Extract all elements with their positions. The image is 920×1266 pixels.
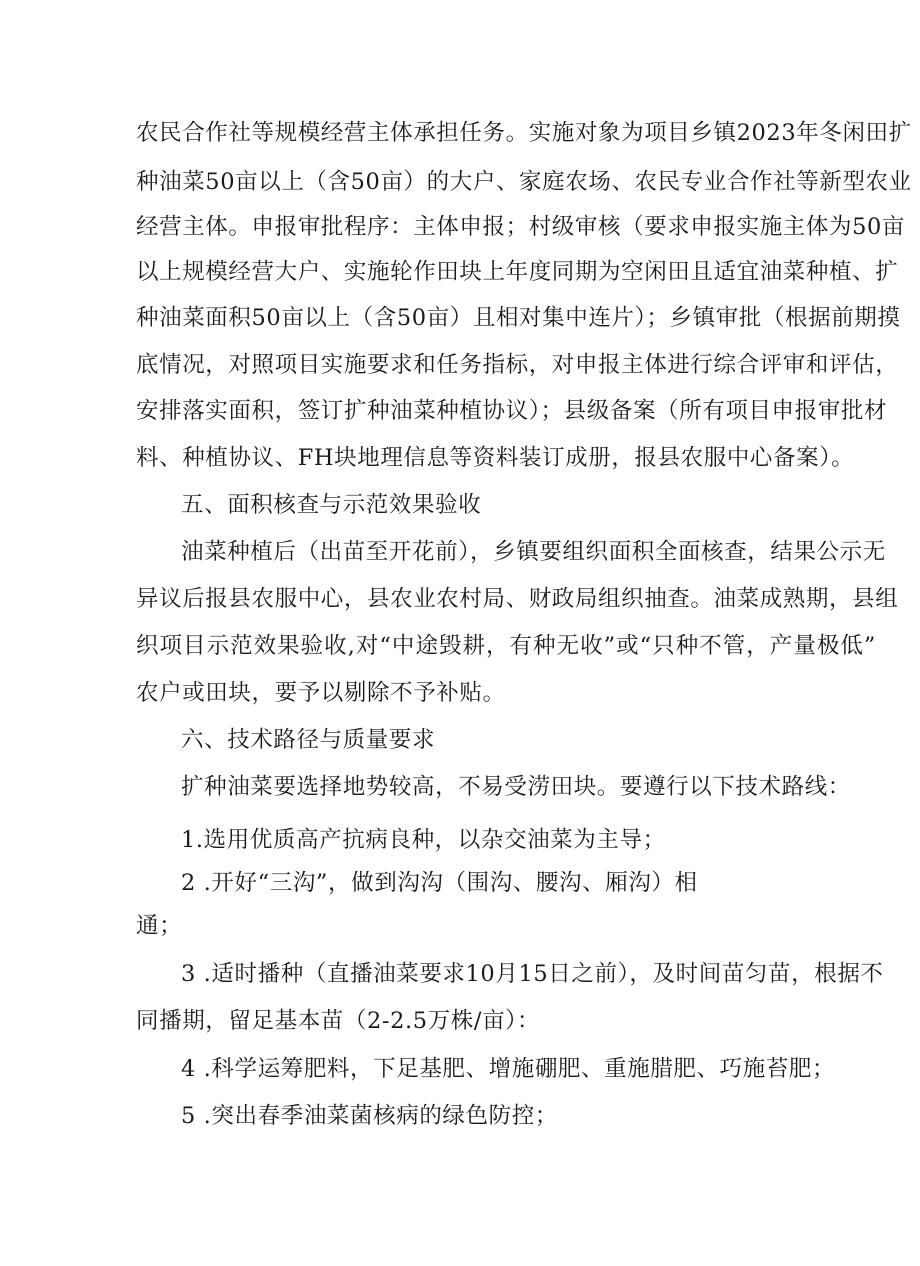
paragraph-line: 安排落实面积，签订扩种油菜种植协议）；县级备案（所有项目申报审批材 [136,398,888,424]
paragraph-line: 油菜种植后（出苗至开花前），乡镇要组织面积全面核查，结果公示无 [181,539,886,565]
paragraph-line: 扩种油菜要选择地势较高，不易受涝田块。要遵行以下技术路线： [181,774,851,800]
paragraph-line: 异议后报县农服中心，县农业农村局、财政局组织抽查。油菜成熟期，县组 [136,586,899,612]
paragraph-line: 种油菜50亩以上（含50亩）的大户、家庭农场、农民专业合作社等新型农业 [136,169,912,195]
section-heading-5: 五、面积核查与示范效果验收 [181,492,482,518]
paragraph-line: 种油菜面积50亩以上（含50亩）且相对集中连片）；乡镇审批（根据前期摸 [136,305,901,331]
list-item-2-continuation: 通； [136,913,183,939]
paragraph-line: 农户或田块，要予以剔除不予补贴。 [136,680,506,706]
paragraph-line: 织项目示范效果验收,对“中途毁耕，有种无收”或“只种不管，产量极低” [136,633,876,659]
list-item-1: 1.选用优质高产抗病良种，以杂交油菜为主导； [181,827,666,853]
paragraph-line: 料、种植协议、FH块地理信息等资料装订成册，报县农服中心备案）。 [136,445,855,471]
paragraph-line: 以上规模经营大户、实施轮作田块上年度同期为空闲田且适宜油菜种植、扩 [136,259,899,285]
list-item-2: 2 .开好“三沟”，做到沟沟（围沟、腰沟、厢沟）相 [181,870,698,896]
list-item-3: 3 .适时播种（直播油菜要求10月15日之前），及时间苗匀苗，根据不 [181,961,884,987]
section-heading-6: 六、技术路径与质量要求 [181,727,436,753]
paragraph-line: 底情况，对照项目实施要求和任务指标，对申报主体进行综合评审和评估， [136,352,899,378]
list-item-5: 5 .突出春季油菜菌核病的绿色防控； [181,1103,558,1129]
list-item-3-continuation: 同播期，留足基本苗（2-2.5万株/亩）： [136,1008,541,1034]
list-item-4: 4 .科学运筹肥料，下足基肥、增施硼肥、重施腊肥、巧施苔肥； [181,1056,836,1082]
paragraph-line: 农民合作社等规模经营主体承担任务。实施对象为项目乡镇2023年冬闲田扩 [136,120,912,146]
paragraph-line: 经营主体。申报审批程序：主体申报；村级审核（要求申报实施主体为50亩 [136,214,906,240]
